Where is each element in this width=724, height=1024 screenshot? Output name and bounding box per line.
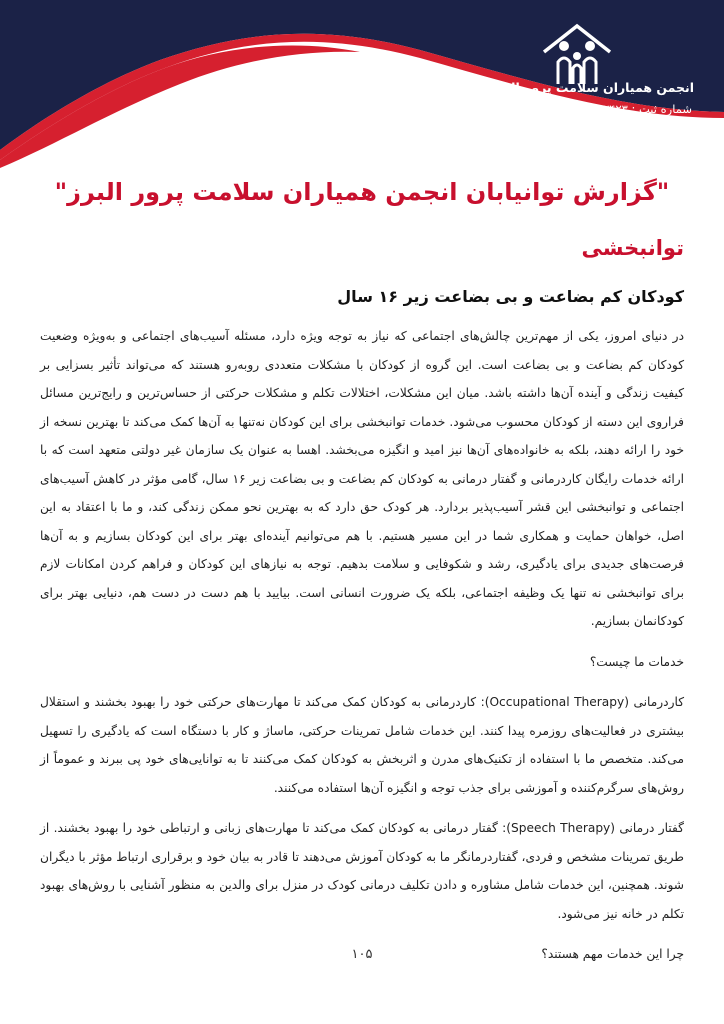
registration-number: شماره ثبت : ۲۴۲۳ [603,102,692,116]
services-question: خدمات ما چیست؟ [589,654,684,669]
intro-paragraph: در دنیای امروز، یکی از مهم‌ترین چالش‌های اجتماعی که نیاز به توجه ویژه دارد، مسئله آسیب‌های اجتماعی و به‌ویژه وضعیت کودکان کم بضاعت و بی بضاعت است. این گروه از کودکان با مشکلات متعددی روبه‌رو هستند که می‌تواند تأثیر بسزایی بر کیفیت زندگی و آینده آن‌ها داشته باشد. میان این مشکلات، اختلالات تکلم و مشکلات حرکتی از حساس‌ترین و رایج‌ترین مسائل فراروی این دسته از کودکان محسوب می‌شود. خدمات توانبخشی برای این کودکان نه‌تنها به آن‌ها کمک می‌کند تا بهترین نسخه از خود را ارائه دهند، بلکه به خانواده‌های آن‌ها نیز امید و انگیزه می‌بخشد. اهسا به عنوان یک سازمان غیر دولتی متعهد است که با ارائه خدمات رایگان کاردرمانی و گفتار درمانی به کودکان کم بضاعت و بی بضاعت زیر ۱۶ سال، گامی مؤثر در کاهش آسیب‌های اجتماعی و توانبخشی این قشر آسیب‌پذیر بردارد. هر کودک حق دارد که به بهترین نحو ممکن زندگی کند، و ما با اعتقاد به این اصل، خواهان حمایت و همکاری شما در این مسیر هستیم. با هم می‌توانیم آینده‌ای بهتر برای این کودکان بسازیم و به آن‌ها فرصت‌های جدیدی برای یادگیری، رشد و شکوفایی و سلامت بدهیم. توجه به نیازهای این کودکان و فراهم کردن امکانات لازم برای توانبخشی نه تنها یک وظیفه اجتماعی، بلکه یک ضرورت انسانی است. بیایید با هم دست در دست هم، دنیایی بهتر برای کودکانمان بسازیم. [40,329,685,628]
organization-name: انجمن همیاران سلامت پرور البرز(اهسا) [448,80,694,95]
report-title: "گزارش توانیابان انجمن همیاران سلامت پرور البرز" [54,178,670,206]
page-header [0,0,724,170]
body-content [40,322,684,981]
subheading: کودکان کم بضاعت و بی بضاعت زیر ۱۶ سال [337,287,684,306]
why-question: چرا این خدمات مهم هستند؟ [541,947,684,961]
family-logo-icon [540,18,614,88]
occupational-therapy-paragraph: کاردرمانی (Occupational Therapy): کاردرمانی به کودکان کمک می‌کند تا مهارت‌های حرکتی خود را بهبود بخشند و استقلال بیشتری در فعالیت‌های روزمره پیدا کنند. این خدمات شامل تمرینات حرکتی، ماساژ و کار با دستگاه است که یادگیری را تسهیل می‌کند. متخصص ما با استفاده از تکنیک‌های مدرن و اثربخش به کودکان کمک می‌کنند تا به توانایی‌های خود پی ببرند و عموماً از روش‌های سرگرم‌کننده و آموزشی برای جذب توجه و انگیزه آن‌ها استفاده می‌کنند. [40,695,685,795]
page-number: ۱۰۵ [351,947,373,962]
section-title: توانبخشی [581,236,684,260]
speech-therapy-paragraph: گفتار درمانی (Speech Therapy): گفتار درمانی به کودکان کمک می‌کند تا مهارت‌های زبانی و ارتباطی خود را بهبود بخشند. از طریق تمرینات مشخص و فردی، گفتاردرمانگر ما به کودکان آموزش می‌دهند تا قادر به بیان خود و برقراری ارتباط مؤثر با دیگران شوند. همچنین، این خدمات شامل مشاوره و دادن تکلیف درمانی کودک در منزل برای والدین به منظور آشنایی با روش‌های بهبود تکلم در خانه نیز می‌شود. [40,821,684,921]
